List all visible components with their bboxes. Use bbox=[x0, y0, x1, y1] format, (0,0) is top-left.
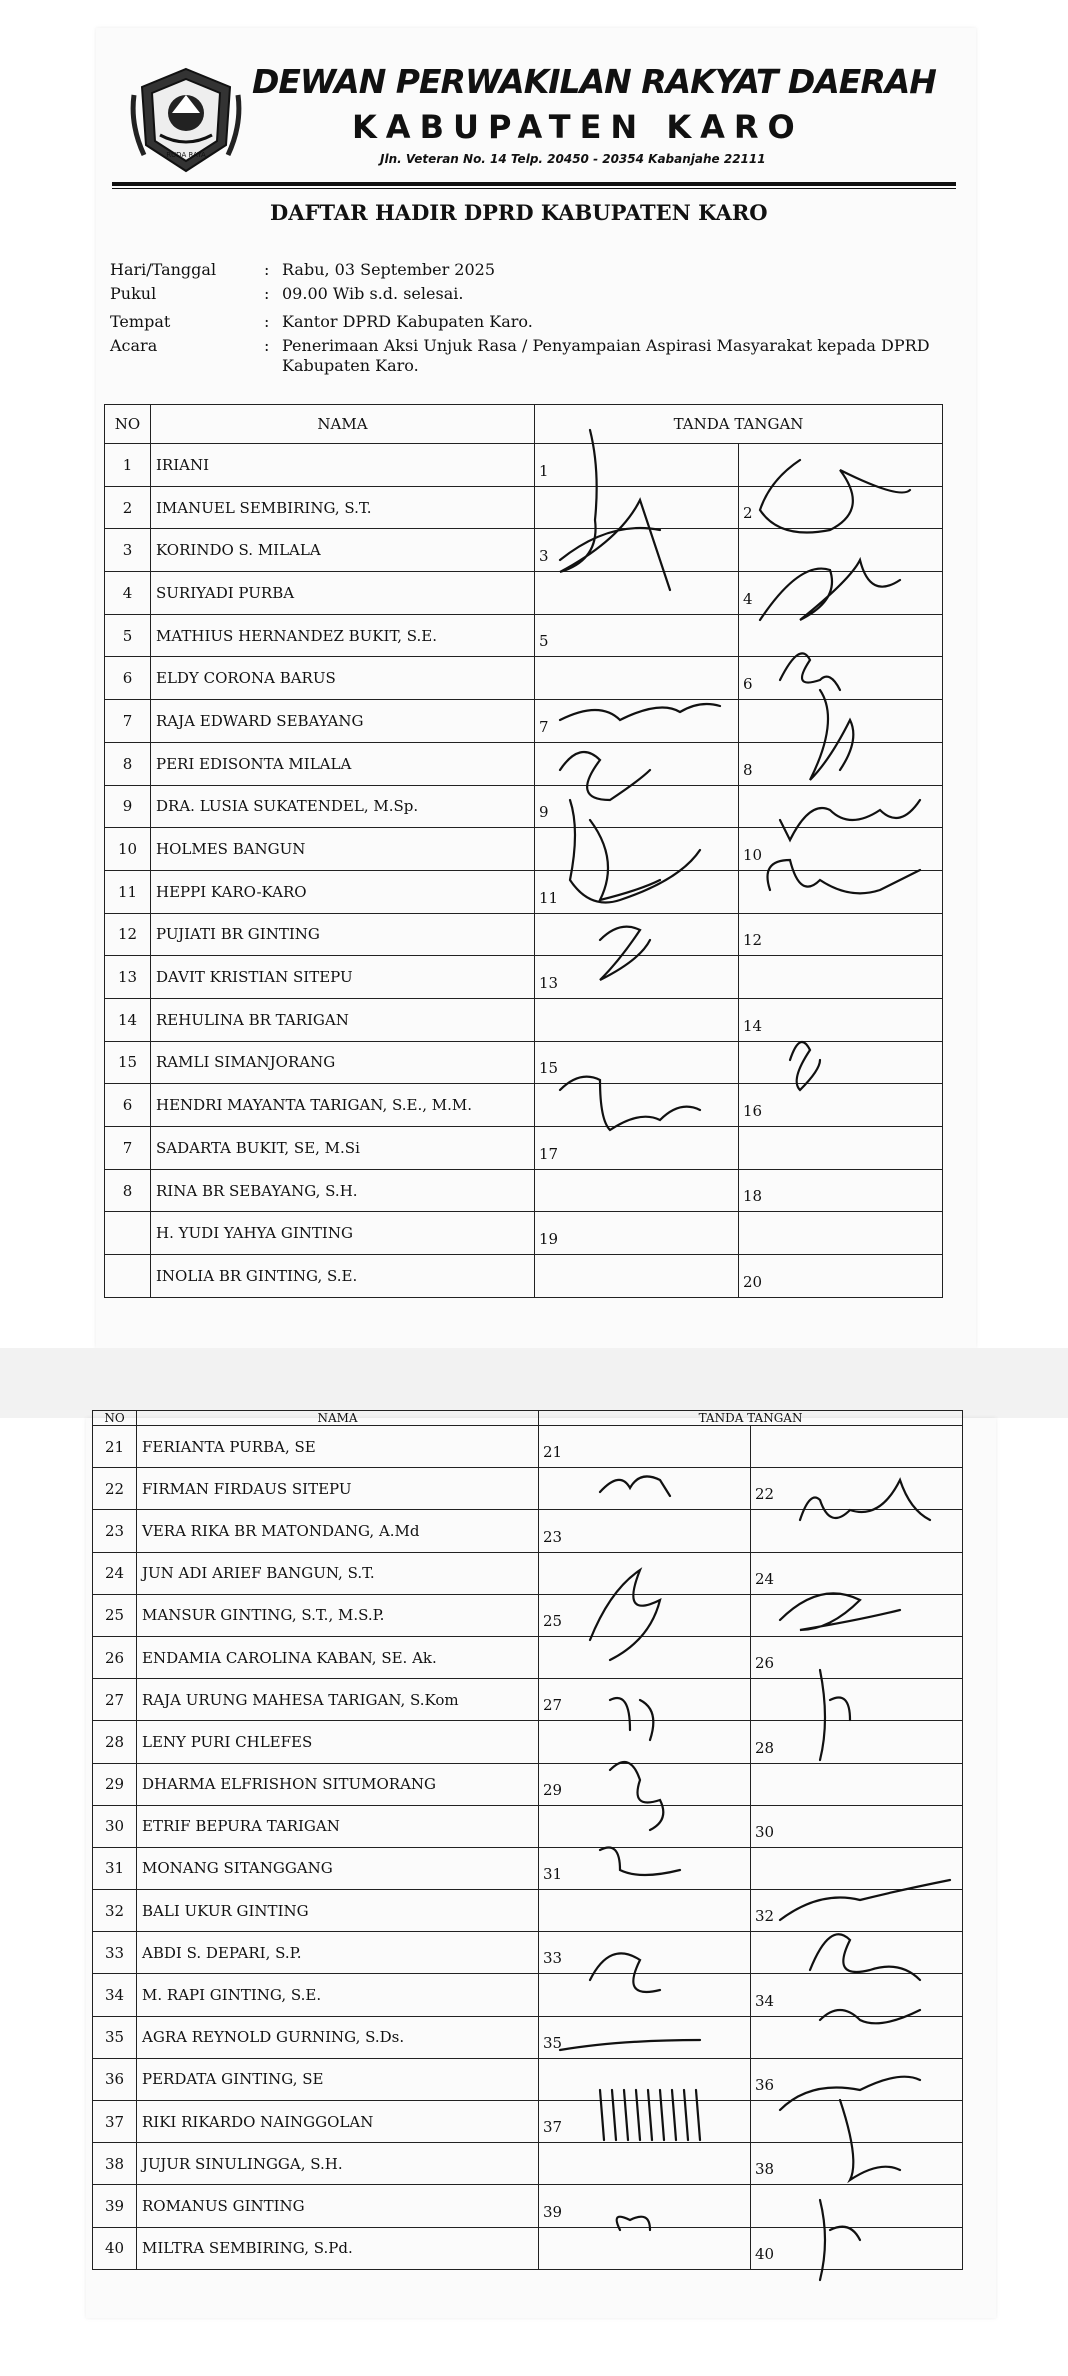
signature-cell-right bbox=[739, 1084, 943, 1127]
signature-cell-left bbox=[539, 1510, 751, 1552]
signature-number: 2 bbox=[743, 504, 753, 523]
column-header-signature: TANDA TANGAN bbox=[539, 1411, 963, 1426]
member-name: HENDRI MAYANTA TARIGAN, S.E., M.M. bbox=[151, 1084, 535, 1127]
row-number: 21 bbox=[93, 1426, 137, 1468]
signature-cell-left bbox=[539, 2058, 751, 2100]
signature-cell-right bbox=[739, 1212, 943, 1255]
signature-number: 9 bbox=[539, 803, 549, 822]
table-row bbox=[93, 2058, 963, 2100]
table-row bbox=[93, 1890, 963, 1932]
table-row bbox=[105, 828, 943, 871]
signature-cell-left bbox=[539, 1763, 751, 1805]
signature-cell-right bbox=[739, 1169, 943, 1212]
member-name: HEPPI KARO-KARO bbox=[151, 870, 535, 913]
signature-cell-left bbox=[535, 870, 739, 913]
signature-cell-right bbox=[751, 1974, 963, 2016]
member-name: REHULINA BR TARIGAN bbox=[151, 998, 535, 1041]
table-row bbox=[105, 529, 943, 572]
signature-cell-right bbox=[751, 1932, 963, 1974]
info-value: 09.00 Wib s.d. selesai. bbox=[282, 284, 464, 303]
signature-cell-left bbox=[539, 1974, 751, 2016]
institution-name: DEWAN PERWAKILAN RAKYAT DAERAH bbox=[252, 62, 936, 101]
header-rule-thin bbox=[112, 188, 956, 189]
signature-number: 22 bbox=[755, 1485, 775, 1504]
signature-cell-right bbox=[751, 2185, 963, 2227]
signature-number: 38 bbox=[755, 2160, 775, 2179]
signature-cell-right bbox=[739, 828, 943, 871]
row-number: 34 bbox=[93, 1974, 137, 2016]
table-row bbox=[93, 2101, 963, 2143]
member-name: RAJA EDWARD SEBAYANG bbox=[151, 700, 535, 743]
member-name: KORINDO S. MILALA bbox=[151, 529, 535, 572]
member-name: M. RAPI GINTING, S.E. bbox=[137, 1974, 539, 2016]
signature-cell-right bbox=[739, 870, 943, 913]
signature-cell-right bbox=[751, 2058, 963, 2100]
row-number: 6 bbox=[105, 657, 151, 700]
row-number: 29 bbox=[93, 1763, 137, 1805]
signature-cell-left bbox=[535, 742, 739, 785]
member-name: VERA RIKA BR MATONDANG, A.Md bbox=[137, 1510, 539, 1552]
attendance-rows-page-2 bbox=[93, 1426, 963, 2270]
member-name: RINA BR SEBAYANG, S.H. bbox=[151, 1169, 535, 1212]
signature-cell-right bbox=[751, 1721, 963, 1763]
signature-cell-left bbox=[535, 1084, 739, 1127]
member-name: MILTRA SEMBIRING, S.Pd. bbox=[137, 2227, 539, 2269]
signature-cell-right bbox=[739, 1127, 943, 1170]
signature-cell-right bbox=[739, 998, 943, 1041]
table-row bbox=[93, 1974, 963, 2016]
member-name: IMANUEL SEMBIRING, S.T. bbox=[151, 486, 535, 529]
signature-cell-left bbox=[535, 1169, 739, 1212]
row-number bbox=[105, 1212, 151, 1255]
row-number: 38 bbox=[93, 2143, 137, 2185]
table-row bbox=[105, 1212, 943, 1255]
signature-cell-right bbox=[739, 444, 943, 487]
info-colon: : bbox=[264, 312, 270, 331]
table-row bbox=[93, 1721, 963, 1763]
signature-cell-left bbox=[539, 1932, 751, 1974]
member-name: HOLMES BANGUN bbox=[151, 828, 535, 871]
signature-cell-left bbox=[539, 2143, 751, 2185]
info-label: Hari/Tanggal bbox=[110, 260, 217, 279]
signature-cell-right bbox=[751, 2101, 963, 2143]
info-label: Pukul bbox=[110, 284, 157, 303]
signature-number: 4 bbox=[743, 589, 753, 608]
signature-cell-right bbox=[751, 1510, 963, 1552]
table-row bbox=[93, 1932, 963, 1974]
member-name: ETRIF BEPURA TARIGAN bbox=[137, 1805, 539, 1847]
member-name: PUJIATI BR GINTING bbox=[151, 913, 535, 956]
signature-cell-left bbox=[539, 1426, 751, 1468]
signature-cell-left bbox=[539, 2016, 751, 2058]
row-number: 32 bbox=[93, 1890, 137, 1932]
signature-number: 13 bbox=[539, 973, 559, 992]
signature-number: 27 bbox=[543, 1696, 563, 1715]
table-row bbox=[105, 1084, 943, 1127]
signature-number: 25 bbox=[543, 1611, 563, 1630]
column-header-no: NO bbox=[93, 1411, 137, 1426]
signature-number: 31 bbox=[543, 1865, 563, 1884]
member-name: ENDAMIA CAROLINA KABAN, SE. Ak. bbox=[137, 1636, 539, 1678]
signature-number: 28 bbox=[755, 1738, 775, 1757]
signature-number: 30 bbox=[755, 1822, 775, 1841]
signature-cell-right bbox=[739, 742, 943, 785]
signature-cell-right bbox=[739, 614, 943, 657]
signature-number: 16 bbox=[743, 1102, 763, 1120]
header-rule bbox=[112, 182, 956, 186]
attendance-rows-page-1 bbox=[105, 444, 943, 1298]
column-header-name: NAMA bbox=[151, 405, 535, 444]
row-number: 24 bbox=[93, 1552, 137, 1594]
info-value-continued: Kabupaten Karo. bbox=[282, 356, 419, 375]
signature-cell-left bbox=[535, 486, 739, 529]
member-name: SURIYADI PURBA bbox=[151, 572, 535, 615]
signature-cell-left bbox=[539, 1594, 751, 1636]
row-number: 25 bbox=[93, 1594, 137, 1636]
signature-cell-right bbox=[751, 1594, 963, 1636]
table-row bbox=[93, 1510, 963, 1552]
row-number: 13 bbox=[105, 956, 151, 999]
row-number: 8 bbox=[105, 1169, 151, 1212]
signature-cell-left bbox=[539, 1805, 751, 1847]
member-name: FERIANTA PURBA, SE bbox=[137, 1426, 539, 1468]
member-name: LENY PURI CHLEFES bbox=[137, 1721, 539, 1763]
signature-number: 37 bbox=[543, 2118, 563, 2137]
table-row bbox=[93, 2227, 963, 2269]
table-row bbox=[93, 1552, 963, 1594]
table-row bbox=[105, 444, 943, 487]
signature-number: 23 bbox=[543, 1527, 563, 1546]
signature-number: 5 bbox=[539, 632, 549, 651]
signature-number: 33 bbox=[543, 1949, 563, 1968]
signature-cell-left bbox=[539, 2227, 751, 2269]
signature-cell-left bbox=[539, 1890, 751, 1932]
signature-number: 1 bbox=[539, 461, 549, 480]
row-number: 40 bbox=[93, 2227, 137, 2269]
signature-number: 26 bbox=[755, 1654, 775, 1673]
row-number: 7 bbox=[105, 1127, 151, 1170]
member-name: PERI EDISONTA MILALA bbox=[151, 742, 535, 785]
signature-cell-right bbox=[751, 1552, 963, 1594]
table-row bbox=[93, 2016, 963, 2058]
signature-cell-right bbox=[739, 700, 943, 743]
row-number: 9 bbox=[105, 785, 151, 828]
table-row bbox=[93, 1847, 963, 1889]
signature-number: 8 bbox=[743, 760, 753, 779]
region-name: KABUPATEN KARO bbox=[352, 108, 804, 146]
signature-number: 10 bbox=[743, 845, 763, 864]
signature-cell-right bbox=[739, 1255, 943, 1298]
row-number: 33 bbox=[93, 1932, 137, 1974]
signature-number: 34 bbox=[755, 1991, 775, 2010]
row-number: 11 bbox=[105, 870, 151, 913]
signature-cell-left bbox=[535, 572, 739, 615]
signature-cell-left bbox=[535, 785, 739, 828]
signature-cell-left bbox=[539, 1552, 751, 1594]
signature-cell-right bbox=[751, 1847, 963, 1889]
table-row bbox=[105, 614, 943, 657]
member-name: INOLIA BR GINTING, S.E. bbox=[151, 1255, 535, 1298]
column-header-signature: TANDA TANGAN bbox=[535, 405, 943, 444]
member-name: ELDY CORONA BARUS bbox=[151, 657, 535, 700]
row-number: 35 bbox=[93, 2016, 137, 2058]
info-value: Rabu, 03 September 2025 bbox=[282, 260, 496, 279]
table-row bbox=[93, 1594, 963, 1636]
signature-number: 19 bbox=[539, 1230, 559, 1249]
signature-number: 18 bbox=[743, 1187, 763, 1206]
info-label: Acara bbox=[110, 336, 158, 355]
table-row bbox=[105, 998, 943, 1041]
table-row bbox=[93, 1805, 963, 1847]
signature-cell-left bbox=[535, 1041, 739, 1084]
signature-number: 36 bbox=[755, 2076, 775, 2094]
column-header-no: NO bbox=[105, 405, 151, 444]
signature-number: 11 bbox=[539, 888, 559, 907]
table-row bbox=[105, 1127, 943, 1170]
signature-cell-left bbox=[539, 2185, 751, 2227]
signature-cell-left bbox=[539, 1847, 751, 1889]
info-colon: : bbox=[264, 336, 270, 355]
row-number: 7 bbox=[105, 700, 151, 743]
signature-number: 7 bbox=[539, 717, 549, 736]
signature-cell-right bbox=[739, 1041, 943, 1084]
row-number: 28 bbox=[93, 1721, 137, 1763]
dprd-logo-emblem bbox=[130, 65, 242, 177]
member-name: ABDI S. DEPARI, S.P. bbox=[137, 1932, 539, 1974]
row-number: 36 bbox=[93, 2058, 137, 2100]
signature-cell-left bbox=[539, 1721, 751, 1763]
member-name: JUJUR SINULINGGA, S.H. bbox=[137, 2143, 539, 2185]
signature-cell-left bbox=[535, 657, 739, 700]
info-colon: : bbox=[264, 260, 270, 279]
signature-cell-right bbox=[751, 1763, 963, 1805]
signature-cell-right bbox=[739, 956, 943, 999]
row-number: 4 bbox=[105, 572, 151, 615]
table-row bbox=[93, 2185, 963, 2227]
signature-cell-left bbox=[535, 444, 739, 487]
signature-number: 39 bbox=[543, 2202, 563, 2221]
table-row bbox=[105, 870, 943, 913]
signature-cell-right bbox=[739, 486, 943, 529]
signature-number: 20 bbox=[743, 1272, 763, 1291]
row-number: 31 bbox=[93, 1847, 137, 1889]
row-number: 30 bbox=[93, 1805, 137, 1847]
member-name: RAJA URUNG MAHESA TARIGAN, S.Kom bbox=[137, 1679, 539, 1721]
info-label: Tempat bbox=[110, 312, 171, 331]
row-number: 8 bbox=[105, 742, 151, 785]
signature-number: 14 bbox=[743, 1016, 763, 1035]
signature-cell-right bbox=[739, 572, 943, 615]
signature-cell-right bbox=[751, 1468, 963, 1510]
row-number: 26 bbox=[93, 1636, 137, 1678]
table-row bbox=[105, 913, 943, 956]
signature-cell-right bbox=[739, 529, 943, 572]
member-name: MATHIUS HERNANDEZ BUKIT, S.E. bbox=[151, 614, 535, 657]
member-name: DHARMA ELFRISHON SITUMORANG bbox=[137, 1763, 539, 1805]
signature-cell-left bbox=[535, 1127, 739, 1170]
signature-cell-left bbox=[539, 1468, 751, 1510]
member-name: PERDATA GINTING, SE bbox=[137, 2058, 539, 2100]
member-name: AGRA REYNOLD GURNING, S.Ds. bbox=[137, 2016, 539, 2058]
info-value: Kantor DPRD Kabupaten Karo. bbox=[282, 312, 533, 331]
table-row bbox=[93, 1679, 963, 1721]
table-row bbox=[105, 572, 943, 615]
signature-cell-right bbox=[751, 2227, 963, 2269]
member-name: IRIANI bbox=[151, 444, 535, 487]
row-number: 37 bbox=[93, 2101, 137, 2143]
member-name: ROMANUS GINTING bbox=[137, 2185, 539, 2227]
table-row bbox=[93, 1763, 963, 1805]
signature-cell-right bbox=[751, 2016, 963, 2058]
signature-cell-left bbox=[539, 1679, 751, 1721]
table-row bbox=[105, 785, 943, 828]
signature-cell-right bbox=[751, 2143, 963, 2185]
table-row bbox=[105, 486, 943, 529]
signature-cell-left bbox=[535, 529, 739, 572]
row-number: 2 bbox=[105, 486, 151, 529]
row-number: 27 bbox=[93, 1679, 137, 1721]
signature-number: 32 bbox=[755, 1907, 775, 1926]
signature-cell-right bbox=[751, 1636, 963, 1678]
member-name: DAVIT KRISTIAN SITEPU bbox=[151, 956, 535, 999]
member-name: MANSUR GINTING, S.T., M.S.P. bbox=[137, 1594, 539, 1636]
member-name: JUN ADI ARIEF BANGUN, S.T. bbox=[137, 1552, 539, 1594]
signature-cell-left bbox=[535, 1255, 739, 1298]
member-name: RIKI RIKARDO NAINGGOLAN bbox=[137, 2101, 539, 2143]
table-row bbox=[105, 657, 943, 700]
row-number: 5 bbox=[105, 614, 151, 657]
row-number: 14 bbox=[105, 998, 151, 1041]
member-name: H. YUDI YAHYA GINTING bbox=[151, 1212, 535, 1255]
signature-cell-left bbox=[535, 998, 739, 1041]
signature-number: 24 bbox=[755, 1569, 775, 1588]
row-number: 39 bbox=[93, 2185, 137, 2227]
table-row bbox=[105, 956, 943, 999]
signature-cell-right bbox=[739, 785, 943, 828]
signature-number: 17 bbox=[539, 1144, 559, 1163]
signature-cell-right bbox=[739, 657, 943, 700]
table-row bbox=[93, 2143, 963, 2185]
row-number: 15 bbox=[105, 1041, 151, 1084]
table-row bbox=[93, 1636, 963, 1678]
row-number: 12 bbox=[105, 913, 151, 956]
signature-cell-right bbox=[751, 1426, 963, 1468]
signature-cell-left bbox=[535, 614, 739, 657]
attendance-table-page-1 bbox=[104, 404, 943, 1298]
signature-cell-right bbox=[751, 1805, 963, 1847]
institution-address: Jln. Veteran No. 14 Telp. 20450 - 20354 Kabanjahe 22111 bbox=[380, 152, 766, 166]
signature-number: 21 bbox=[543, 1443, 563, 1462]
row-number: 6 bbox=[105, 1084, 151, 1127]
signature-number: 40 bbox=[755, 2244, 775, 2263]
info-colon: : bbox=[264, 284, 270, 303]
row-number: 1 bbox=[105, 444, 151, 487]
attendance-table-page-2 bbox=[92, 1410, 963, 2270]
signature-number: 12 bbox=[743, 931, 763, 950]
table-row bbox=[105, 700, 943, 743]
table-row bbox=[105, 742, 943, 785]
signature-cell-left bbox=[535, 700, 739, 743]
member-name: DRA. LUSIA SUKATENDEL, M.Sp. bbox=[151, 785, 535, 828]
signature-cell-left bbox=[535, 956, 739, 999]
signature-number: 29 bbox=[543, 1780, 563, 1799]
signature-cell-right bbox=[751, 1679, 963, 1721]
table-row bbox=[93, 1468, 963, 1510]
row-number: 23 bbox=[93, 1510, 137, 1552]
member-name: SADARTA BUKIT, SE, M.Si bbox=[151, 1127, 535, 1170]
table-row bbox=[105, 1255, 943, 1298]
signature-cell-right bbox=[739, 913, 943, 956]
signature-cell-left bbox=[535, 1212, 739, 1255]
signature-cell-left bbox=[539, 1636, 751, 1678]
document-title: DAFTAR HADIR DPRD KABUPATEN KARO bbox=[270, 200, 768, 225]
member-name: BALI UKUR GINTING bbox=[137, 1890, 539, 1932]
member-name: FIRMAN FIRDAUS SITEPU bbox=[137, 1468, 539, 1510]
row-number bbox=[105, 1255, 151, 1298]
signature-number: 6 bbox=[743, 675, 753, 694]
signature-cell-right bbox=[751, 1890, 963, 1932]
row-number: 22 bbox=[93, 1468, 137, 1510]
table-row bbox=[105, 1041, 943, 1084]
signature-cell-left bbox=[535, 828, 739, 871]
signature-number: 35 bbox=[543, 2033, 563, 2052]
row-number: 3 bbox=[105, 529, 151, 572]
signature-number: 3 bbox=[539, 547, 549, 566]
signature-number: 15 bbox=[539, 1059, 559, 1078]
row-number: 10 bbox=[105, 828, 151, 871]
info-value: Penerimaan Aksi Unjuk Rasa / Penyampaian Aspirasi Masyarakat kepada DPRD bbox=[282, 336, 930, 355]
signature-cell-left bbox=[535, 913, 739, 956]
svg-text:RUDA RAYA: RUDA RAYA bbox=[166, 151, 206, 159]
column-header-name: NAMA bbox=[137, 1411, 539, 1426]
table-row bbox=[105, 1169, 943, 1212]
member-name: RAMLI SIMANJORANG bbox=[151, 1041, 535, 1084]
table-row bbox=[93, 1426, 963, 1468]
page-gap bbox=[0, 1348, 1068, 1418]
signature-cell-left bbox=[539, 2101, 751, 2143]
member-name: MONANG SITANGGANG bbox=[137, 1847, 539, 1889]
